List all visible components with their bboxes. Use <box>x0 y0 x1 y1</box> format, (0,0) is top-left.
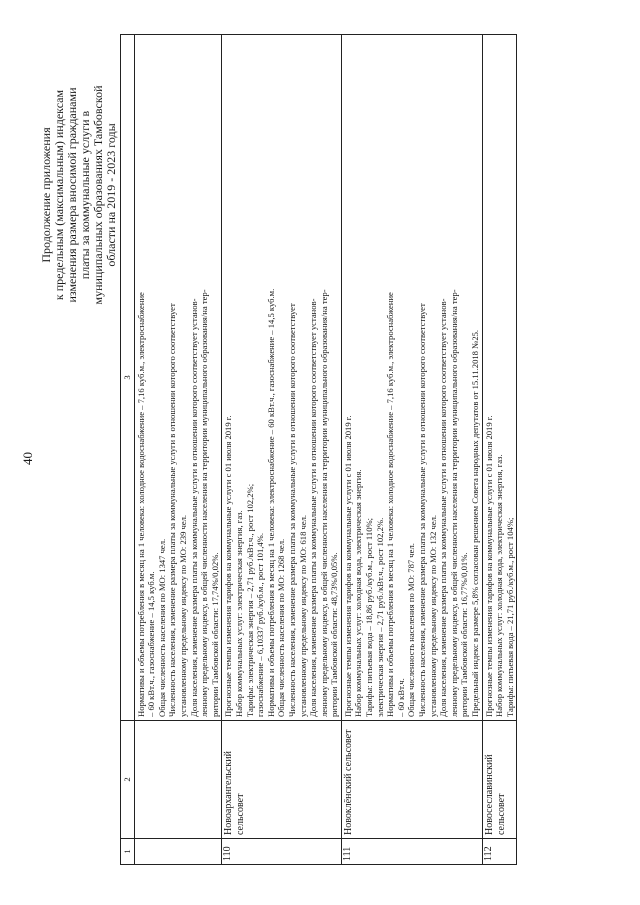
municipality-name: Новоархангельский сельсовет <box>222 721 342 839</box>
description-line: ленному предельному индексу, в общей численности населения на территории муниципального образования/на тер- <box>448 289 459 717</box>
municipality-name: Новосеславинский сельсовет <box>482 721 517 839</box>
description-line: Тарифы: питьевая вода – 21,71 руб./куб.м., рост 104%; <box>504 517 515 717</box>
description-line: Доля населения, изменение размера платы за коммунальные услуги в отношении которого соответствует установ- <box>188 298 199 717</box>
row-number <box>134 839 222 865</box>
row-number: 112 <box>482 839 517 865</box>
description-line: Прогнозные темпы изменения тарифов на коммунальные услуги с 01 июля 2019 г. <box>223 415 234 717</box>
tariff-table <box>120 34 517 865</box>
description-line: ритории Тамбовской области: 48,73%/0,05%. <box>329 552 340 717</box>
description-line: Набор коммунальных услуг: холодная вода, электрическая энергия. <box>353 469 364 717</box>
description-line: Тарифы: питьевая вода – 18,86 руб./куб.м., рост 110%; <box>364 517 375 717</box>
table-header-row <box>121 35 135 865</box>
description-line: Численность населения, изменение размера платы за коммунальные услуги в отношении которого соответствует <box>167 303 178 717</box>
header-line: к предельным (максимальным) индексам <box>52 89 66 301</box>
appendix-header <box>40 45 118 345</box>
description-line: электрическая энергия – 2,71 руб./кВт.ч., рост 102,2%. <box>374 517 385 717</box>
description-line: Нормативы и объемы потребления в месяц на 1 человека: холодное водоснабжение – 7,16 куб.м., электроснабжение <box>135 292 146 717</box>
description-line: Численность населения, изменение размера платы за коммунальные услуги в отношении которого соответствует <box>417 303 428 717</box>
table-row <box>222 35 342 865</box>
description-line: Общая численность населения по МО: 787 чел. <box>406 543 417 717</box>
description-line: – 60 кВт.ч., газоснабжение – 14,5 куб.м. <box>146 571 157 717</box>
tariff-description <box>482 35 517 721</box>
description-line: Набор коммунальных услуг: холодная вода, электрическая энергия, газ. <box>494 454 505 717</box>
row-number: 111 <box>341 839 482 865</box>
description-line: Нормативы и объемы потребления в месяц на 1 человека: холодное водоснабжение – 7,16 куб.м., электроснабжение <box>385 292 396 717</box>
description-line: Общая численность населения по МО: 1347 чел. <box>156 538 167 717</box>
header-line: Продолжение приложения <box>39 127 53 263</box>
row-number: 110 <box>222 839 342 865</box>
description-line: установленному предельному индексу по МО: 618 чел. <box>297 514 308 717</box>
tariff-description <box>222 35 342 721</box>
description-line: Доля населения, изменение размера платы за коммунальные услуги в отношении которого соответствует установ- <box>308 298 319 717</box>
table-row <box>134 35 222 865</box>
header-line: области на 2019 - 2023 годы <box>104 123 118 267</box>
description-line: Тарифы: электрическая энергия – 2,71 руб./кВт.ч., рост 102,2%; <box>244 483 255 717</box>
description-line: Численность населения, изменение размера платы за коммунальные услуги в отношении которого соответствует <box>286 303 297 717</box>
description-line: Общая численность населения по МО: 1268 чел. <box>276 538 287 717</box>
description-line: ритории Тамбовской области: 17,74%/0,02%. <box>209 552 220 717</box>
description-line: газоснабжение – 6,10337 руб./куб.м., рост 101,4%. <box>255 533 266 717</box>
description-line: ритории Тамбовской области: 16,77%/0,01%. <box>459 552 470 717</box>
description-line: установленному предельному индексу по МО: 239 чел. <box>177 514 188 717</box>
tariff-description <box>134 35 222 721</box>
description-line: установленному предельному индексу по МО: 132 чел. <box>427 514 438 717</box>
table-row <box>482 35 517 865</box>
column-header: 3 <box>121 35 135 721</box>
description-line: Нормативы и объемы потребления в месяц на 1 человека: электроснабжение – 60 кВт.ч., газоснабжение – 14,5 куб.м. <box>265 288 276 717</box>
municipality-name: Новоклёнский сельсовет <box>341 721 482 839</box>
column-header: 2 <box>121 721 135 839</box>
description-line: Прогнозные темпы изменения тарифов на коммунальные услуги с 01 июля 2019 г. <box>483 415 494 717</box>
table-body <box>134 35 517 865</box>
column-header: 1 <box>121 839 135 865</box>
description-line: Предельный индекс в размере 5,8% согласован решением Совета народных депутатов от 15.11.2018 №25. <box>470 329 480 717</box>
header-line: муниципальных образованиях Тамбовской <box>91 85 105 305</box>
description-line: Набор коммунальных услуг: электрическая энергия, газ. <box>233 510 244 717</box>
description-line: ленному предельному индексу, в общей численности населения на территории муниципального образования/на тер- <box>318 289 329 717</box>
description-line: – 60 кВт.ч. <box>395 678 406 717</box>
header-line: изменения размера вносимой гражданами <box>65 87 79 303</box>
page-number: 40 <box>20 452 35 465</box>
description-line: Прогнозные темпы изменения тарифов на коммунальные услуги с 01 июля 2019 г. <box>342 415 353 717</box>
description-line: Доля населения, изменение размера платы за коммунальные услуги в отношении которого соответствует установ- <box>438 298 449 717</box>
tariff-description <box>341 35 482 721</box>
description-line: ленному предельному индексу, в общей численности населения на территории муниципального образования/на тер- <box>199 289 210 717</box>
table-row <box>341 35 482 865</box>
municipality-name <box>134 721 222 839</box>
header-line: платы за коммунальные услуги в <box>78 110 92 280</box>
